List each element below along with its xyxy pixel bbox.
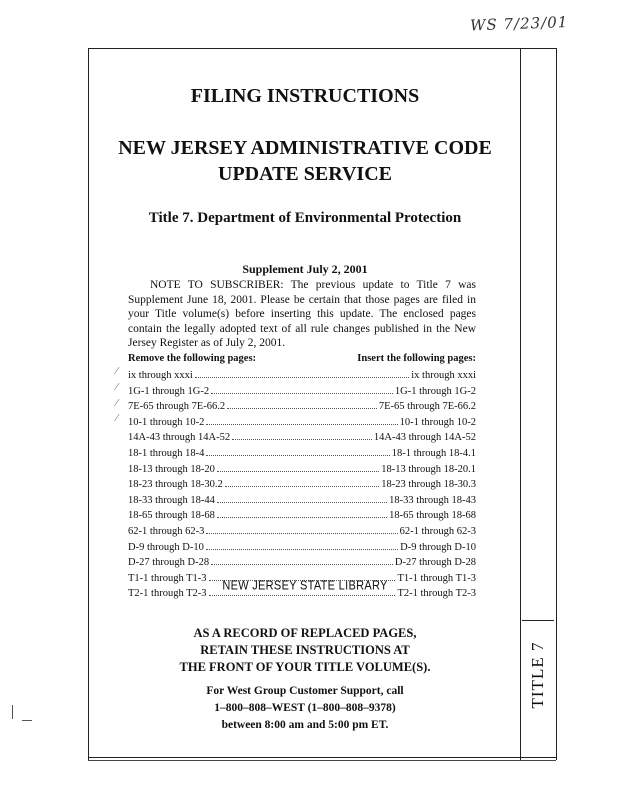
insert-pages: 62-1 through 62-3 (399, 525, 476, 537)
dot-leader (211, 555, 393, 565)
dot-leader (225, 477, 379, 487)
dot-leader (217, 508, 387, 518)
insert-pages: 18-23 through 18-30.3 (381, 479, 476, 491)
insert-pages: D-27 through D-28 (394, 557, 476, 569)
frame-right-outer (556, 48, 557, 760)
insert-pages: 10-1 through 10-2 (399, 416, 476, 428)
dot-leader (217, 493, 387, 503)
code-title (90, 135, 520, 187)
table-header (128, 353, 476, 364)
tab-divider (522, 620, 554, 621)
insert-pages: 18-33 through 18-43 (389, 494, 476, 506)
support-hours: between 8:00 am and 5:00 pm ET. (221, 719, 389, 731)
remove-pages: T2-1 through T2-3 (128, 588, 207, 600)
insert-header: Insert the following pages: (357, 353, 476, 364)
dot-leader (211, 384, 393, 394)
insert-pages: 18-1 through 18-4.1 (391, 447, 476, 459)
margin-mark (12, 705, 13, 719)
code-title-line2: UPDATE SERVICE (218, 163, 392, 185)
remove-pages: 18-65 through 18-68 (128, 510, 215, 522)
record-instructions (90, 625, 520, 676)
insert-pages: 18-65 through 18-68 (389, 510, 476, 522)
insert-pages: T2-1 through T2-3 (397, 588, 476, 600)
table-row (128, 399, 476, 415)
table-row (128, 446, 476, 462)
margin-mark (22, 720, 32, 721)
dot-leader (232, 430, 372, 440)
insert-pages: 1G-1 through 1G-2 (394, 385, 476, 397)
insert-pages: ix through xxxi (411, 370, 476, 381)
code-title-line1: NEW JERSEY ADMINISTRATIVE CODE (118, 137, 492, 159)
check-mark: ⁄ (116, 398, 118, 409)
record-line: AS A RECORD OF REPLACED PAGES, (193, 626, 417, 640)
record-line: THE FRONT OF YOUR TITLE VOLUME(S). (179, 660, 431, 674)
insert-pages: D-9 through D-10 (400, 541, 476, 553)
table-row (128, 508, 476, 524)
frame-bottom-outer (88, 760, 556, 761)
dot-leader (206, 524, 397, 534)
dot-leader (217, 462, 379, 472)
table-row (128, 384, 476, 400)
frame-top (88, 48, 556, 49)
title-number: Title 7. Department of Environmental Protection (148, 210, 462, 226)
page-table (128, 368, 476, 602)
handwritten-note: WS 7/23/01 (469, 13, 569, 35)
remove-pages: 62-1 through 62-3 (128, 525, 205, 537)
dot-leader (206, 446, 389, 456)
remove-pages: 14A-43 through 14A-52 (128, 432, 231, 444)
insert-pages: 18-13 through 18-20.1 (381, 463, 476, 475)
table-row (128, 524, 476, 540)
frame-right (520, 48, 521, 760)
remove-pages: 18-33 through 18-44 (128, 494, 215, 506)
support-phone: 1–800–808–WEST (1–800–808–9378) (214, 702, 396, 714)
supplement-date: Supplement July 2, 2001 (242, 262, 368, 276)
table-row (128, 477, 476, 493)
page-title: FILING INSTRUCTIONS (190, 85, 420, 107)
side-tab-label: TITLE 7 (528, 641, 547, 709)
support-line: For West Group Customer Support, call (206, 685, 404, 697)
check-mark: ⁄ (116, 382, 118, 393)
table-row (128, 415, 476, 431)
remove-pages: D-27 through D-28 (128, 557, 210, 569)
dot-leader (206, 415, 397, 425)
frame-bottom (88, 757, 556, 758)
table-row (128, 493, 476, 509)
check-mark: ⁄ (116, 366, 118, 377)
remove-pages: T1-1 through T1-3 (128, 572, 207, 584)
library-stamp: NEW JERSEY STATE LIBRARY (222, 578, 388, 594)
insert-pages: T1-1 through T1-3 (397, 572, 476, 584)
record-line: RETAIN THESE INSTRUCTIONS AT (200, 643, 410, 657)
table-row (128, 430, 476, 446)
check-mark: ⁄ (116, 413, 118, 424)
table-row (128, 540, 476, 556)
dot-leader (206, 540, 398, 550)
remove-pages: ix through xxxi (128, 370, 193, 381)
remove-pages: 18-23 through 18-30.2 (128, 479, 223, 491)
subscriber-note: NOTE TO SUBSCRIBER: The previous update to Title 7 was Supplement June 18, 2001. Please be certain that those pages are filed in your Title volume(s) before inserting this update. The enclosed pages contain the legally adopted text of all rule changes published in the New Jersey Register as of July 2, 2001. (128, 279, 476, 349)
remove-pages: 18-1 through 18-4 (128, 447, 205, 459)
table-row (128, 368, 476, 384)
insert-pages: 14A-43 through 14A-52 (373, 432, 476, 444)
frame-left (88, 48, 89, 760)
remove-pages: 10-1 through 10-2 (128, 416, 205, 428)
table-row (128, 555, 476, 571)
insert-pages: 7E-65 through 7E-66.2 (378, 401, 476, 413)
remove-header: Remove the following pages: (128, 353, 257, 364)
dot-leader (195, 368, 410, 378)
table-row (128, 462, 476, 478)
remove-pages: D-9 through D-10 (128, 541, 204, 553)
remove-pages: 1G-1 through 1G-2 (128, 385, 210, 397)
remove-pages: 18-13 through 18-20 (128, 463, 215, 475)
dot-leader (227, 399, 377, 409)
remove-pages: 7E-65 through 7E-66.2 (128, 401, 226, 413)
support-info (90, 683, 520, 734)
